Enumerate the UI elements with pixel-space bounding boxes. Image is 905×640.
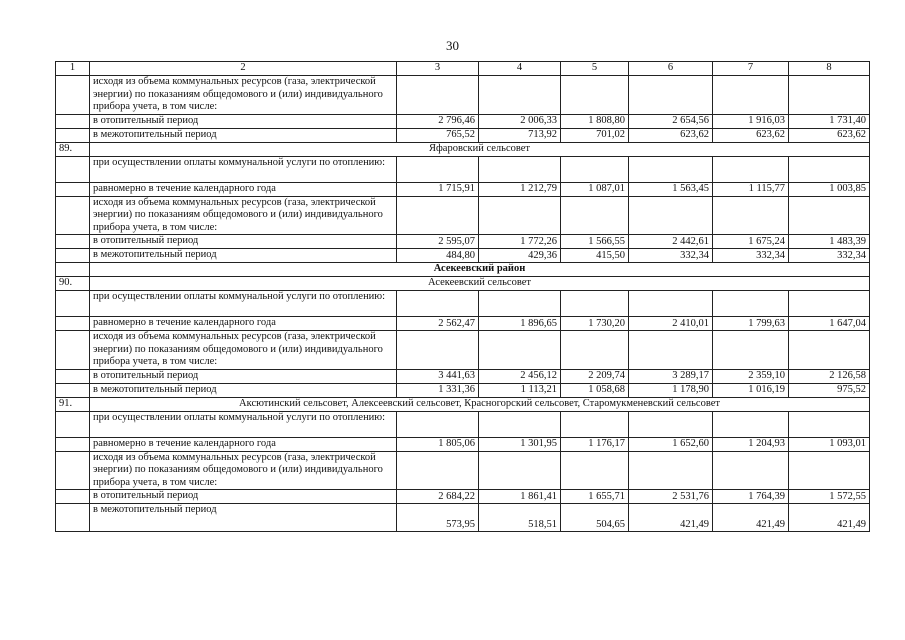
empty-cell [56, 383, 90, 397]
row-label: в межотопительный период [90, 504, 397, 532]
value-cell: 1 675,24 [713, 235, 789, 249]
empty-cell [479, 196, 561, 235]
value-cell: 1 176,17 [561, 437, 629, 451]
value-cell: 332,34 [789, 249, 870, 263]
value-cell: 1 808,80 [561, 114, 629, 128]
value-cell: 1 016,19 [713, 383, 789, 397]
value-cell: 701,02 [561, 128, 629, 142]
empty-cell [629, 196, 713, 235]
row-label: равномерно в течение календарного года [90, 317, 397, 331]
value-cell: 1 772,26 [479, 235, 561, 249]
empty-cell [789, 331, 870, 370]
empty-cell [561, 451, 629, 490]
empty-cell [789, 291, 870, 317]
value-cell: 1 178,90 [629, 383, 713, 397]
section-number: 90. [56, 277, 90, 291]
empty-cell [56, 263, 90, 277]
empty-cell [713, 156, 789, 182]
table-row [56, 249, 870, 263]
table-row [56, 437, 870, 451]
section-title: Яфаровский сельсовет [90, 142, 870, 156]
section-row [56, 277, 870, 291]
column-header: 4 [479, 62, 561, 76]
column-header: 2 [90, 62, 397, 76]
table-body [56, 62, 870, 532]
empty-cell [561, 411, 629, 437]
value-cell: 3 289,17 [629, 369, 713, 383]
empty-cell [713, 196, 789, 235]
value-cell: 1 212,79 [479, 182, 561, 196]
value-cell: 2 796,46 [397, 114, 479, 128]
row-label: в отопительный период [90, 235, 397, 249]
section-row [56, 142, 870, 156]
empty-cell [56, 437, 90, 451]
value-cell: 765,52 [397, 128, 479, 142]
empty-cell [561, 196, 629, 235]
empty-cell [56, 114, 90, 128]
empty-cell [629, 411, 713, 437]
empty-cell [713, 76, 789, 115]
value-cell: 421,49 [629, 504, 713, 532]
empty-cell [56, 128, 90, 142]
value-cell: 2 562,47 [397, 317, 479, 331]
value-cell: 1 087,01 [561, 182, 629, 196]
value-cell: 421,49 [789, 504, 870, 532]
section-row [56, 397, 870, 411]
empty-cell [561, 291, 629, 317]
value-cell: 2 410,01 [629, 317, 713, 331]
empty-cell [789, 451, 870, 490]
section-title: Асекеевский сельсовет [90, 277, 870, 291]
column-header: 7 [713, 62, 789, 76]
value-cell: 415,50 [561, 249, 629, 263]
empty-cell [397, 331, 479, 370]
table-row [56, 156, 870, 182]
empty-cell [789, 76, 870, 115]
empty-cell [479, 331, 561, 370]
value-cell: 1 799,63 [713, 317, 789, 331]
value-cell: 1 764,39 [713, 490, 789, 504]
tariff-table [55, 61, 870, 532]
table-row [56, 411, 870, 437]
table-row [56, 114, 870, 128]
value-cell: 1 715,91 [397, 182, 479, 196]
row-label: при осуществлении оплаты коммунальной услуги по отоплению: [90, 156, 397, 182]
empty-cell [56, 317, 90, 331]
value-cell: 2 006,33 [479, 114, 561, 128]
table-row [56, 504, 870, 532]
empty-cell [397, 411, 479, 437]
value-cell: 421,49 [713, 504, 789, 532]
value-cell: 1 566,55 [561, 235, 629, 249]
page-number: 30 [446, 38, 459, 53]
value-cell: 2 126,58 [789, 369, 870, 383]
empty-cell [789, 156, 870, 182]
table-row [56, 331, 870, 370]
empty-cell [479, 76, 561, 115]
section-number: 91. [56, 397, 90, 411]
table-row [56, 383, 870, 397]
column-header: 3 [397, 62, 479, 76]
empty-cell [713, 451, 789, 490]
row-label: исходя из объема коммунальных ресурсов (газа, электрической энергии) по показаниям общедомового и (или) индивидуального прибора учета, в том числе: [90, 196, 397, 235]
row-label: в отопительный период [90, 114, 397, 128]
section-title: Аксютинский сельсовет, Алексеевский сельсовет, Красногорский сельсовет, Старомукменевский сельсовет [90, 397, 870, 411]
empty-cell [789, 196, 870, 235]
value-cell: 2 684,22 [397, 490, 479, 504]
table-row [56, 369, 870, 383]
value-cell: 1 003,85 [789, 182, 870, 196]
empty-cell [713, 331, 789, 370]
empty-cell [629, 76, 713, 115]
empty-cell [56, 369, 90, 383]
value-cell: 2 654,56 [629, 114, 713, 128]
value-cell: 1 093,01 [789, 437, 870, 451]
empty-cell [713, 291, 789, 317]
value-cell: 1 483,39 [789, 235, 870, 249]
value-cell: 1 331,36 [397, 383, 479, 397]
row-label: при осуществлении оплаты коммунальной услуги по отоплению: [90, 291, 397, 317]
value-cell: 623,62 [789, 128, 870, 142]
table-row [56, 451, 870, 490]
empty-cell [479, 156, 561, 182]
value-cell: 1 731,40 [789, 114, 870, 128]
value-cell: 2 359,10 [713, 369, 789, 383]
value-cell: 1 655,71 [561, 490, 629, 504]
value-cell: 484,80 [397, 249, 479, 263]
empty-cell [56, 331, 90, 370]
empty-cell [56, 291, 90, 317]
table-row [56, 182, 870, 196]
value-cell: 1 115,77 [713, 182, 789, 196]
row-label: в межотопительный период [90, 249, 397, 263]
value-cell: 1 563,45 [629, 182, 713, 196]
value-cell: 1 204,93 [713, 437, 789, 451]
value-cell: 975,52 [789, 383, 870, 397]
value-cell: 1 916,03 [713, 114, 789, 128]
value-cell: 332,34 [629, 249, 713, 263]
empty-cell [561, 156, 629, 182]
empty-cell [629, 291, 713, 317]
value-cell: 1 301,95 [479, 437, 561, 451]
value-cell: 573,95 [397, 504, 479, 532]
row-label: исходя из объема коммунальных ресурсов (газа, электрической энергии) по показаниям общедомового и (или) индивидуального прибора учета, в том числе: [90, 451, 397, 490]
empty-cell [56, 76, 90, 115]
row-label: в отопительный период [90, 369, 397, 383]
value-cell: 1 058,68 [561, 383, 629, 397]
value-cell: 1 652,60 [629, 437, 713, 451]
empty-cell [629, 156, 713, 182]
empty-cell [56, 490, 90, 504]
row-label: в отопительный период [90, 490, 397, 504]
empty-cell [56, 235, 90, 249]
empty-cell [56, 504, 90, 532]
column-header: 5 [561, 62, 629, 76]
row-label: в межотопительный период [90, 128, 397, 142]
empty-cell [713, 411, 789, 437]
value-cell: 2 531,76 [629, 490, 713, 504]
row-label: исходя из объема коммунальных ресурсов (газа, электрической энергии) по показаниям общедомового и (или) индивидуального прибора учета, в том числе: [90, 76, 397, 115]
table-row [56, 128, 870, 142]
value-cell: 2 442,61 [629, 235, 713, 249]
row-label: равномерно в течение календарного года [90, 182, 397, 196]
empty-cell [561, 76, 629, 115]
district-title: Асекеевский район [90, 263, 870, 277]
value-cell: 1 730,20 [561, 317, 629, 331]
table-row [56, 196, 870, 235]
empty-cell [629, 331, 713, 370]
row-label: равномерно в течение календарного года [90, 437, 397, 451]
empty-cell [397, 196, 479, 235]
district-row [56, 263, 870, 277]
empty-cell [397, 156, 479, 182]
empty-cell [479, 291, 561, 317]
empty-cell [397, 76, 479, 115]
empty-cell [479, 451, 561, 490]
value-cell: 1 647,04 [789, 317, 870, 331]
value-cell: 1 113,21 [479, 383, 561, 397]
row-label: в межотопительный период [90, 383, 397, 397]
column-header: 8 [789, 62, 870, 76]
row-label: исходя из объема коммунальных ресурсов (газа, электрической энергии) по показаниям общедомового и (или) индивидуального прибора учета, в том числе: [90, 331, 397, 370]
table-row [56, 291, 870, 317]
value-cell: 2 595,07 [397, 235, 479, 249]
value-cell: 623,62 [629, 128, 713, 142]
empty-cell [789, 411, 870, 437]
value-cell: 3 441,63 [397, 369, 479, 383]
column-header: 1 [56, 62, 90, 76]
value-cell: 1 896,65 [479, 317, 561, 331]
table-row [56, 317, 870, 331]
row-label: при осуществлении оплаты коммунальной услуги по отоплению: [90, 411, 397, 437]
empty-cell [56, 249, 90, 263]
empty-cell [56, 182, 90, 196]
table-row [56, 235, 870, 249]
value-cell: 1 805,06 [397, 437, 479, 451]
empty-cell [629, 451, 713, 490]
empty-cell [56, 156, 90, 182]
empty-cell [397, 451, 479, 490]
empty-cell [56, 451, 90, 490]
value-cell: 518,51 [479, 504, 561, 532]
empty-cell [397, 291, 479, 317]
value-cell: 332,34 [713, 249, 789, 263]
column-header: 6 [629, 62, 713, 76]
value-cell: 429,36 [479, 249, 561, 263]
header-row [56, 62, 870, 76]
value-cell: 623,62 [713, 128, 789, 142]
empty-cell [561, 331, 629, 370]
value-cell: 1 572,55 [789, 490, 870, 504]
empty-cell [479, 411, 561, 437]
table-row [56, 76, 870, 115]
value-cell: 1 861,41 [479, 490, 561, 504]
value-cell: 713,92 [479, 128, 561, 142]
empty-cell [56, 411, 90, 437]
value-cell: 2 209,74 [561, 369, 629, 383]
section-number: 89. [56, 142, 90, 156]
value-cell: 2 456,12 [479, 369, 561, 383]
value-cell: 504,65 [561, 504, 629, 532]
table-row [56, 490, 870, 504]
empty-cell [56, 196, 90, 235]
